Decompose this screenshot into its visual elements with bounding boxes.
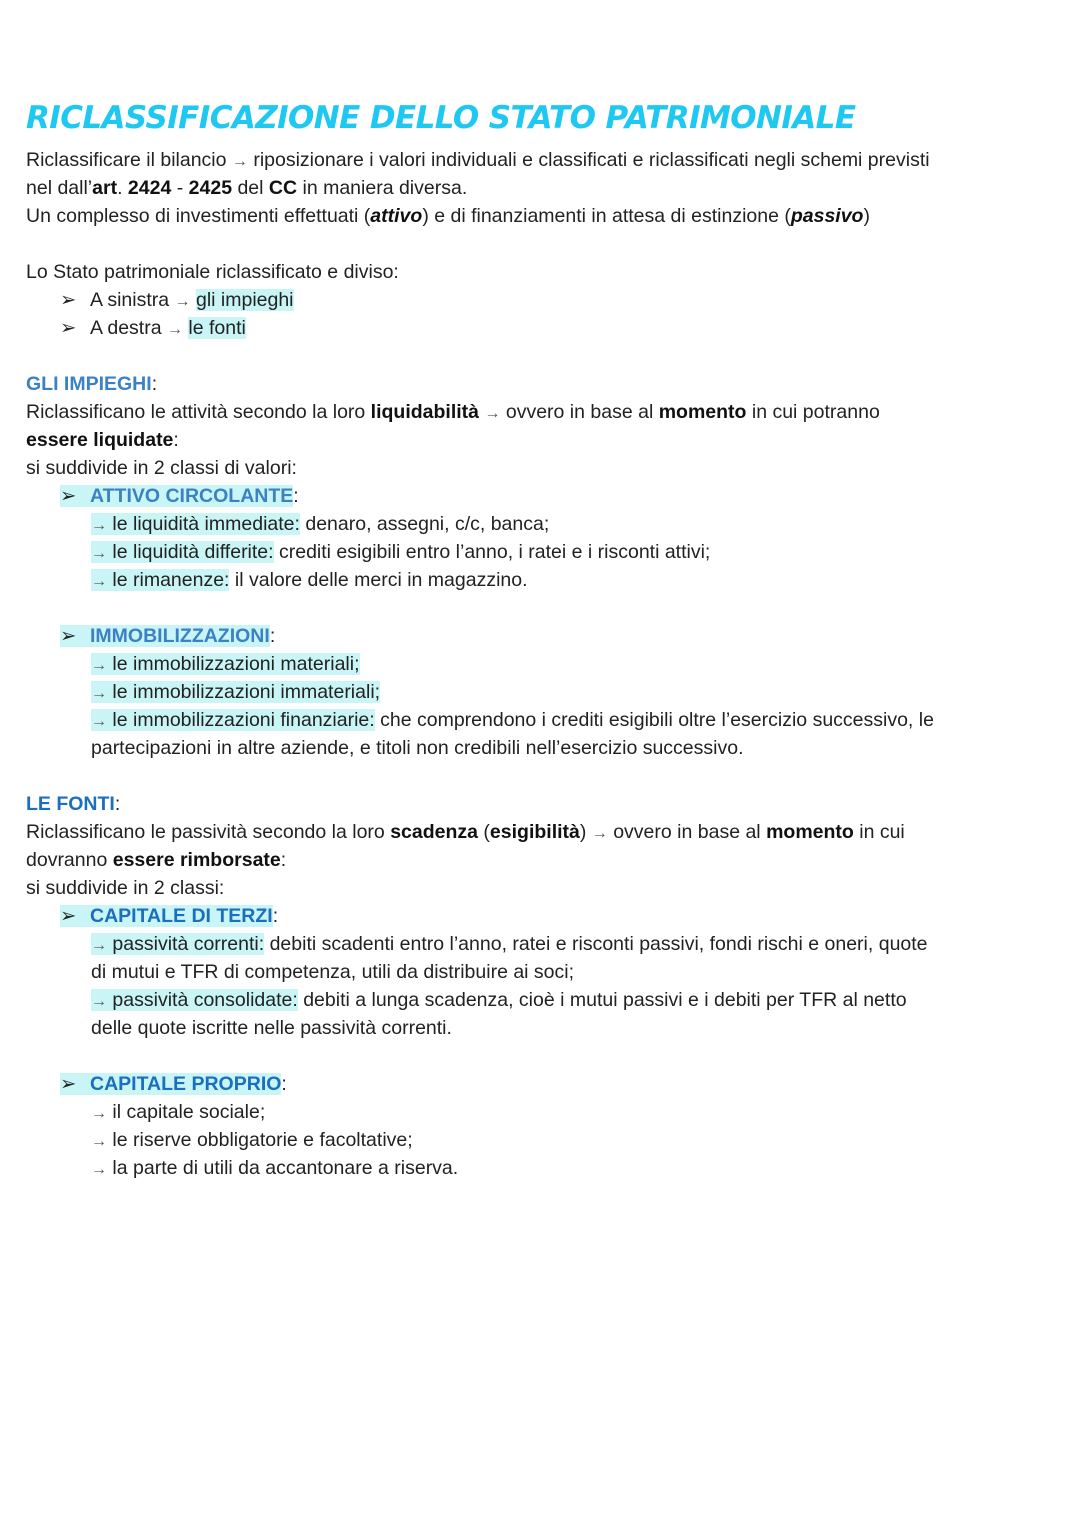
list-item: → le riserve obbligatorie e facoltative; xyxy=(91,1129,413,1151)
bullet-arrow-icon: ➢ xyxy=(60,905,77,927)
division-right: ➢ A destra → le fonti xyxy=(60,314,246,344)
arrow-icon: → xyxy=(91,993,107,1010)
arrow-icon: → xyxy=(174,293,191,310)
fonti-desc-3: si suddivide in 2 classi: xyxy=(26,877,225,899)
intro-line-2: nel dall’art. 2424 - 2425 del CC in maniera diversa. xyxy=(26,177,468,199)
bullet-arrow-icon: ➢ xyxy=(60,485,77,507)
list-item: → le immobilizzazioni finanziarie: che comprendono i crediti esigibili oltre l’esercizio successivo, le xyxy=(91,709,934,731)
list-item: → passività correnti: debiti scadenti entro l’anno, ratei e risconti passivi, fondi rischi e oneri, quote xyxy=(91,933,928,955)
fonti-heading: LE FONTI: xyxy=(26,793,121,815)
list-item: → passività consolidate: debiti a lunga scadenza, cioè i mutui passivi e i debiti per TFR al netto xyxy=(91,989,907,1011)
list-item: → le immobilizzazioni immateriali; xyxy=(91,681,381,703)
division-text: Lo Stato patrimoniale riclassificato e diviso: xyxy=(26,261,399,283)
intro-line-3: Un complesso di investimenti effettuati (attivo) e di finanziamenti in attesa di estinzione (passivo) xyxy=(26,205,870,227)
arrow-icon: → xyxy=(91,937,107,954)
bullet-arrow-icon: ➢ xyxy=(60,317,77,339)
fonti-desc-2: dovranno essere rimborsate: xyxy=(26,849,287,871)
arrow-icon: → xyxy=(91,713,107,730)
bullet-arrow-icon: ➢ xyxy=(60,625,77,647)
arrow-icon: → xyxy=(91,573,107,590)
impieghi-heading: GLI IMPIEGHI: xyxy=(26,373,158,395)
list-item: → le liquidità differite: crediti esigibili entro l’anno, i ratei e i risconti attivi; xyxy=(91,541,711,563)
division-left: ➢ A sinistra → gli impieghi xyxy=(60,286,294,316)
capitale-terzi-heading: ➢ CAPITALE DI TERZI: xyxy=(60,902,278,930)
arrow-icon: → xyxy=(591,825,608,842)
page-title: RICLASSIFICAZIONE DELLO STATO PATRIMONIALE xyxy=(26,100,856,136)
arrow-icon: → xyxy=(91,1133,107,1150)
list-item: → le immobilizzazioni materiali; xyxy=(91,653,360,675)
arrow-icon: → xyxy=(91,657,107,674)
list-item-continuation: delle quote iscritte nelle passività correnti. xyxy=(91,1017,452,1039)
list-item-continuation: di mutui e TFR di competenza, utili da distribuire ai soci; xyxy=(91,961,575,983)
list-item: → la parte di utili da accantonare a riserva. xyxy=(91,1157,459,1179)
impieghi-desc-2: essere liquidate: xyxy=(26,429,179,451)
bullet-arrow-icon: ➢ xyxy=(60,1073,77,1095)
list-item: → le rimanenze: il valore delle merci in magazzino. xyxy=(91,569,528,591)
fonti-desc-1: Riclassificano le passività secondo la loro scadenza (esigibilità) → ovvero in base al momento in cui xyxy=(26,821,905,843)
arrow-icon: → xyxy=(91,1105,107,1122)
immobilizzazioni-heading: ➢ IMMOBILIZZAZIONI: xyxy=(60,622,275,650)
capitale-proprio-heading: ➢ CAPITALE PROPRIO: xyxy=(60,1070,287,1098)
list-item: → le liquidità immediate: denaro, assegni, c/c, banca; xyxy=(91,513,550,535)
intro-line-1: Riclassificare il bilancio → riposizionare i valori individuali e classificati e riclassificati negli schemi previsti xyxy=(26,149,930,171)
list-item-continuation: partecipazioni in altre aziende, e titoli non credibili nell’esercizio successivo. xyxy=(91,737,744,759)
attivo-circolante-heading: ➢ ATTIVO CIRCOLANTE: xyxy=(60,482,299,510)
arrow-icon: → xyxy=(166,321,183,338)
list-item: → il capitale sociale; xyxy=(91,1101,266,1123)
arrow-icon: → xyxy=(91,545,107,562)
impieghi-desc-3: si suddivide in 2 classi di valori: xyxy=(26,457,297,479)
impieghi-desc-1: Riclassificano le attività secondo la loro liquidabilità → ovvero in base al momento in cui potranno xyxy=(26,401,880,423)
arrow-icon: → xyxy=(91,1161,107,1178)
arrow-icon: → xyxy=(231,153,248,170)
arrow-icon: → xyxy=(91,685,107,702)
bullet-arrow-icon: ➢ xyxy=(60,289,77,311)
arrow-icon: → xyxy=(91,517,107,534)
arrow-icon: → xyxy=(484,405,501,422)
